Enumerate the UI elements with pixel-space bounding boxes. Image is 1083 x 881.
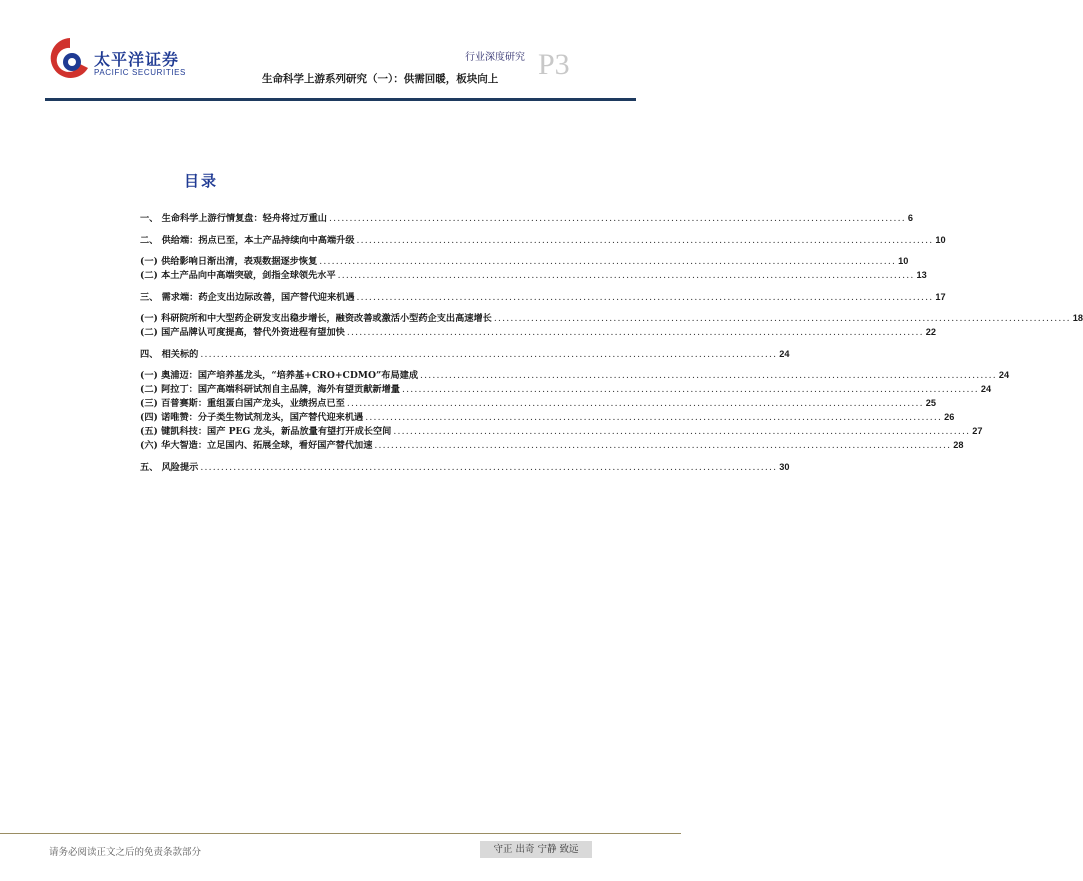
toc-entry-title: 一、 生命科学上游行情复盘：轻舟将过万重山 <box>140 213 327 224</box>
toc-entry-title: (六) 华大智造：立足国内、拓展全球，看好国产替代加速 <box>140 440 373 451</box>
toc-entry-title: (一) 科研院所和中大型药企研发支出稳步增长，融资改善或激活小型药企支出高速增长 <box>140 313 492 324</box>
toc-entry-page: 18 <box>1072 313 1083 323</box>
toc-entry[interactable] <box>140 289 946 305</box>
footer-disclaimer: 请务必阅读正文之后的免责条款部分 <box>49 847 202 858</box>
toc-leader-dots: ............................................................................................................................................ <box>328 213 906 224</box>
toc-entry-page: 6 <box>907 213 913 223</box>
toc-leader-dots: ............................................................................................................................................ <box>200 349 778 360</box>
toc-leader-dots: ............................................................................................................................................ <box>337 270 915 281</box>
page-number: P3 <box>538 48 570 81</box>
toc-leader-dots: ............................................................................................................................................ <box>346 398 924 409</box>
toc-entry-title: (一) 供给影响日渐出清，表观数据逐步恢复 <box>140 256 318 267</box>
footer-motto: 守正 出奇 宁静 致远 <box>480 841 592 858</box>
toc-entry-page: 28 <box>953 440 964 450</box>
toc-leader-dots: ............................................................................................................................................ <box>346 327 924 338</box>
toc-entry-page: 22 <box>925 327 936 337</box>
toc-entry-title: 二、 供给端：拐点已至，本土产品持续向中高端升级 <box>140 235 355 246</box>
toc-entry-title: (三) 百普赛斯：重组蛋白国产龙头，业绩拐点已至 <box>140 398 345 409</box>
toc-leader-dots: ............................................................................................................................................ <box>374 440 952 451</box>
toc-leader-dots: ............................................................................................................................................ <box>365 412 943 423</box>
toc-entry-page: 17 <box>935 292 946 302</box>
toc-entry-title: (一) 奥浦迈：国产培养基龙头，“培养基+CRO+CDMO”布局建成 <box>140 370 419 381</box>
toc-leader-dots: ............................................................................................................................................ <box>401 384 979 395</box>
toc-entry-title: (二) 国产品牌认可度提高，替代外资进程有望加快 <box>140 327 345 338</box>
toc-leader-dots: ............................................................................................................................................ <box>200 462 778 473</box>
document-type: 行业深度研究 <box>465 52 525 63</box>
toc-leader-dots: ............................................................................................................................................ <box>356 292 934 303</box>
toc-entry-page: 13 <box>916 270 927 280</box>
toc-entry-title: (五) 键凯科技：国产 PEG 龙头，新品放量有望打开成长空间 <box>140 426 392 437</box>
pacific-securities-logo-icon <box>48 34 92 86</box>
toc-leader-dots: ............................................................................................................................................ <box>356 235 934 246</box>
toc-entry-page: 26 <box>944 412 955 422</box>
company-logo <box>48 34 248 86</box>
toc-entry-page: 24 <box>998 370 1010 380</box>
toc-entry-page: 10 <box>935 235 946 245</box>
footer-divider <box>0 833 681 834</box>
toc-entry[interactable] <box>140 324 936 340</box>
toc-entry[interactable] <box>140 232 946 248</box>
toc-leader-dots: ............................................................................................................................................ <box>493 313 1071 324</box>
logo-english-name: PACIFIC SECURITIES <box>94 68 186 77</box>
header-divider <box>45 98 636 101</box>
toc-entry-title: (二) 本土产品向中高端突破，剑指全球领先水平 <box>140 270 336 281</box>
toc-entry-title: (二) 阿拉丁：国产高端科研试剂自主品牌，海外有望贡献新增量 <box>140 384 400 395</box>
toc-entry-page: 24 <box>980 384 992 394</box>
toc-leader-dots: ............................................................................................................................................ <box>420 370 997 381</box>
toc-entry-page: 27 <box>972 426 983 436</box>
toc-heading: 目录 <box>184 172 219 190</box>
toc-leader-dots: ............................................................................................................................................ <box>319 256 897 267</box>
toc-leader-dots: ............................................................................................................................................ <box>393 426 971 437</box>
toc-entry[interactable] <box>140 210 913 226</box>
toc-entry[interactable] <box>140 437 964 453</box>
toc-entry-page: 30 <box>779 462 790 472</box>
toc-entry[interactable] <box>140 267 927 283</box>
toc-entry-title: 三、 需求端：药企支出边际改善，国产替代迎来机遇 <box>140 292 355 303</box>
toc-entry-title: (四) 诺唯赞：分子类生物试剂龙头，国产替代迎来机遇 <box>140 412 364 423</box>
toc-entry-title: 五、 风险提示 <box>140 462 199 473</box>
toc-entry[interactable] <box>140 459 790 475</box>
toc-entry-page: 24 <box>779 349 790 359</box>
logo-chinese-name: 太平洋证券 <box>94 50 180 69</box>
toc-entry-page: 25 <box>925 398 936 408</box>
toc-entry-page: 10 <box>898 256 909 266</box>
document-title: 生命科学上游系列研究（一）：供需回暖，板块向上 <box>262 73 499 85</box>
toc-entry[interactable] <box>140 346 790 362</box>
toc-entry-title: 四、 相关标的 <box>140 349 199 360</box>
